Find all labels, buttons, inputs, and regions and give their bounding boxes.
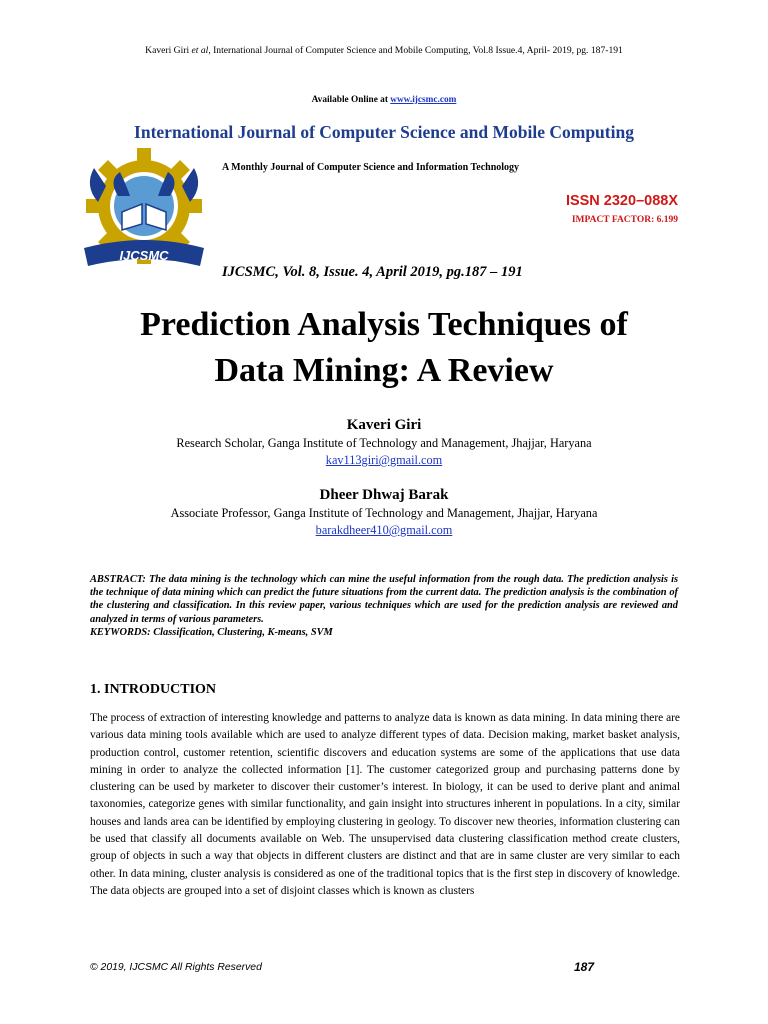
impact-factor: IMPACT FACTOR: 6.199 — [571, 215, 678, 225]
logo-label: IJCSMC — [119, 248, 169, 263]
header-et-al: et al — [191, 45, 209, 56]
paper-title — [0, 302, 768, 394]
journal-name: International Journal of Computer Science and Mobile Computing — [134, 122, 634, 142]
header-authors: Kaveri Giri — [145, 45, 192, 56]
journal-logo-icon — [70, 148, 218, 276]
section-heading-introduction: 1. INTRODUCTION — [90, 682, 217, 697]
keywords-text: KEYWORDS: Classification, Clustering, K-means, SVM — [90, 626, 333, 638]
paper-title-line-1: Prediction Analysis Techniques of — [140, 306, 628, 343]
availability-label: Available Online at — [311, 95, 391, 105]
journal-website-link[interactable]: www.ijcsmc.com — [390, 95, 457, 105]
author-email-link-2[interactable]: barakdheer410@gmail.com — [315, 523, 453, 537]
journal-subtitle: A Monthly Journal of Computer Science and Information Technology — [222, 162, 520, 173]
author-affiliation-2: Associate Professor, Ganga Institute of Technology and Management, Jhajjar, Haryana — [170, 506, 598, 520]
footer-copyright: © 2019, IJCSMC All Rights Reserved — [90, 962, 262, 973]
abstract-text: ABSTRACT: The data mining is the technology which can mine the useful information from the rough data. The prediction analysis is the technique of data mining which can predict the future situations from the current data. The prediction analysis is the combination of the clustering and classification. In this review paper, various techniques which are used for the prediction analysis are reviewed and analyzed in terms of various parameters. — [90, 574, 678, 625]
citation-line: IJCSMC, Vol. 8, Issue. 4, April 2019, pg.187 – 191 — [222, 264, 523, 280]
abstract-block — [90, 573, 678, 639]
running-header — [0, 45, 768, 56]
availability-line — [0, 95, 768, 105]
author-name-1: Kaveri Giri — [346, 417, 422, 433]
author-name-2: Dheer Dhwaj Barak — [319, 487, 449, 503]
footer-page-number: 187 — [574, 960, 595, 974]
author-email-2[interactable] — [0, 523, 768, 538]
author-email-link-1[interactable]: kav113giri@gmail.com — [325, 453, 443, 467]
author-affiliation-1: Research Scholar, Ganga Institute of Technology and Management, Jhajjar, Haryana — [176, 436, 592, 450]
header-journal-info: , International Journal of Computer Science and Mobile Computing, Vol.8 Issue.4, April- 2019, pg. 187-191 — [208, 45, 623, 56]
issn-number: ISSN 2320–088X — [565, 193, 678, 209]
author-email-1[interactable] — [0, 453, 768, 468]
paper-title-line-2: Data Mining: A Review — [214, 352, 554, 389]
introduction-body: The process of extraction of interesting knowledge and patterns to analyze data is known as data mining. In data mining there are various data mining tools available which are used to analyze different types of data. Decision making, market basket analysis, production control, customer retention, scientific discovers and education systems are some of the applications that use data mining in order to analyze the collected information [1]. The customer categorized group and purchasing patterns done by clustering can be used by marketer to discover their customer’s interest. In biology, it can be used to derive plant and animal taxonomies, categorize genes with similar functionality, and gain insight into structures inherent in populations. In a city, similar houses and lands area can be identified by employing clustering in geology. To discover new theories, information clustering can be used that classify all documents available on Web. The unsupervised data clustering classification method create clusters, group of objects in such a way that objects in different clusters are distinct and that are in same cluster are very similar to each other. In data mining, cluster analysis is considered as one of the traditional topics that is the first step in discovery of knowledge. The data objects are grouped into a set of disjoint classes which is known as clusters — [90, 712, 680, 897]
